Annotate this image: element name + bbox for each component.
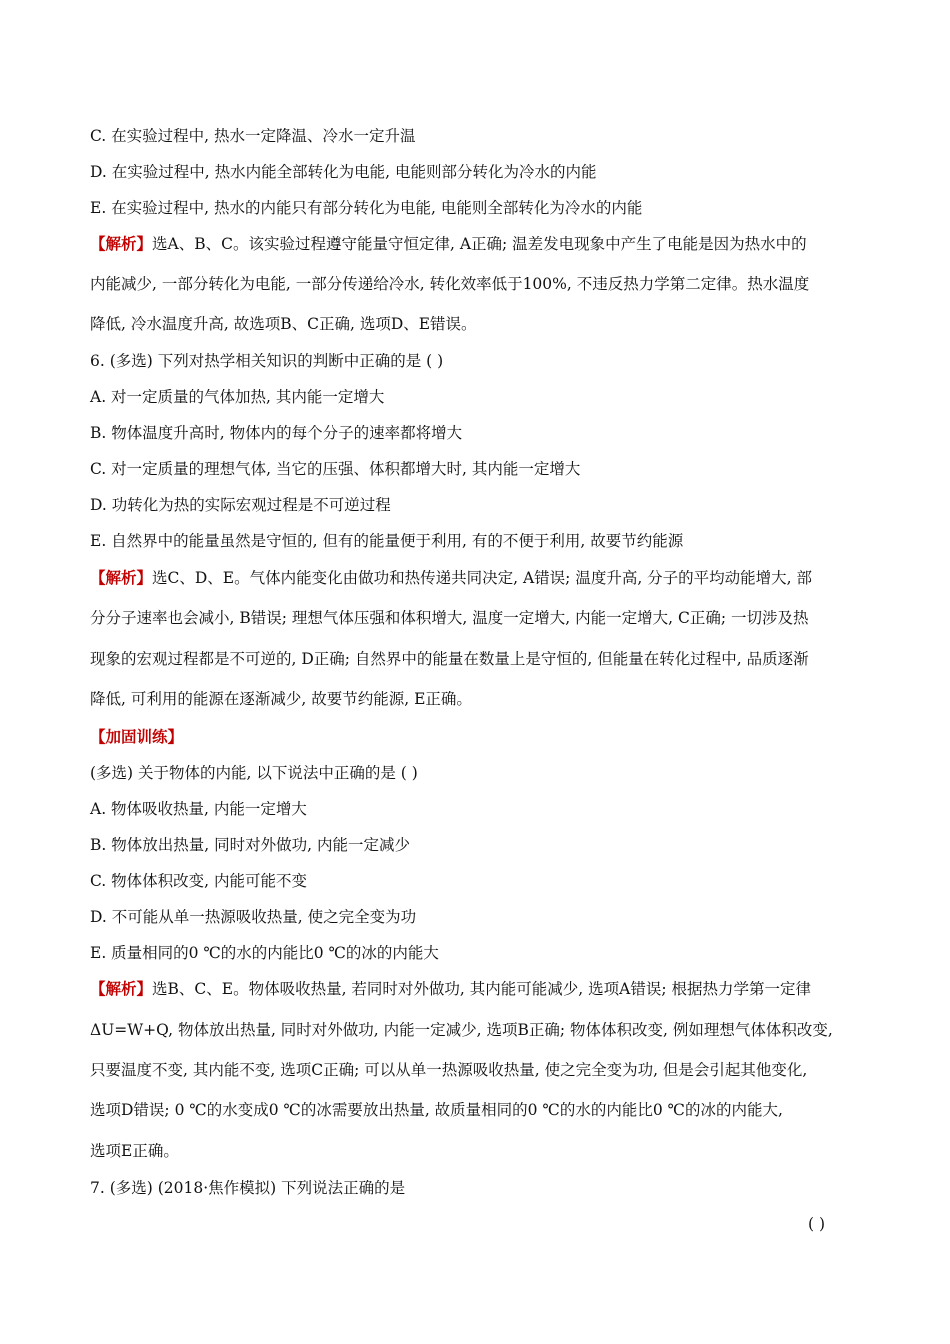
reinforce-option-e: E. 质量相同的0 ℃的水的内能比0 ℃的冰的内能大 (90, 944, 439, 962)
reinforce-analysis-line-5: 选项E正确。 (90, 1142, 179, 1160)
q5-option-e: E. 在实验过程中, 热水的内能只有部分转化为电能, 电能则全部转化为冷水的内能 (90, 199, 643, 217)
reinforce-option-c: C. 物体体积改变, 内能可能不变 (90, 872, 308, 890)
q5-analysis-line-3: 降低, 冷水温度升高, 故选项B、C正确, 选项D、E错误。 (90, 315, 477, 333)
q6-analysis-line-3: 现象的宏观过程都是不可逆的, D正确; 自然界中的能量在数量上是守恒的, 但能量在转化过程中, 品质逐渐 (90, 650, 809, 668)
q6-option-e: E. 自然界中的能量虽然是守恒的, 但有的能量便于利用, 有的不便于利用, 故要节约能源 (90, 532, 684, 550)
q7-answer-paren: ( ) (808, 1215, 826, 1233)
analysis-tag: 【解析】 (90, 234, 153, 253)
q5-option-c: C. 在实验过程中, 热水一定降温、冷水一定升温 (90, 127, 416, 145)
q6-analysis-line-2: 分分子速率也会减小, B错误; 理想气体压强和体积增大, 温度一定增大, 内能一定增大, C正确; 一切涉及热 (90, 609, 809, 627)
reinforce-option-d: D. 不可能从单一热源吸收热量, 使之完全变为功 (90, 908, 417, 926)
q6-analysis-line-4: 降低, 可利用的能源在逐渐减少, 故要节约能源, E正确。 (90, 690, 472, 708)
reinforce-analysis-line-4: 选项D错误; 0 ℃的水变成0 ℃的冰需要放出热量, 故质量相同的0 ℃的水的内能比0 ℃的冰的内能大, (90, 1101, 783, 1119)
reinforce-option-a: A. 物体吸收热量, 内能一定增大 (90, 800, 307, 818)
q5-analysis-line-1: 【解析】选A、B、C。该实验过程遵守能量守恒定律, A正确; 温差发电现象中产生了电能是因为热水中的 (90, 234, 807, 253)
analysis-tag: 【解析】 (90, 979, 153, 998)
q5-option-d: D. 在实验过程中, 热水内能全部转化为电能, 电能则部分转化为冷水的内能 (90, 163, 597, 181)
q6-option-d: D. 功转化为热的实际宏观过程是不可逆过程 (90, 496, 391, 514)
reinforce-analysis-line-2: ΔU=W+Q, 物体放出热量, 同时对外做功, 内能一定减少, 选项B正确; 物体体积改变, 例如理想气体体积改变, (90, 1021, 833, 1039)
q6-option-c: C. 对一定质量的理想气体, 当它的压强、体积都增大时, 其内能一定增大 (90, 460, 581, 478)
q6-option-b: B. 物体温度升高时, 物体内的每个分子的速率都将增大 (90, 424, 463, 442)
reinforce-analysis-line-1: 【解析】选B、C、E。物体吸收热量, 若同时对外做功, 其内能可能减少, 选项A错误; 根据热力学第一定律 (90, 979, 811, 998)
q7-stem: 7. (多选) (2018·焦作模拟) 下列说法正确的是 (90, 1179, 406, 1197)
reinforce-option-b: B. 物体放出热量, 同时对外做功, 内能一定减少 (90, 836, 410, 854)
reinforce-stem: (多选) 关于物体的内能, 以下说法中正确的是 ( ) (90, 764, 418, 782)
reinforce-analysis-line-3: 只要温度不变, 其内能不变, 选项C正确; 可以从单一热源吸收热量, 使之完全变为功, 但是会引起其他变化, (90, 1061, 808, 1079)
q6-stem: 6. (多选) 下列对热学相关知识的判断中正确的是 ( ) (90, 352, 444, 370)
q6-analysis-line-1: 【解析】选C、D、E。气体内能变化由做功和热传递共同决定, A错误; 温度升高, 分子的平均动能增大, 部 (90, 568, 813, 587)
q6-option-a: A. 对一定质量的气体加热, 其内能一定增大 (90, 388, 385, 406)
q5-analysis-line-2: 内能减少, 一部分转化为电能, 一部分传递给冷水, 转化效率低于100%, 不违反热力学第二定律。热水温度 (90, 275, 810, 293)
reinforce-tag: 【加固训练】 (90, 727, 184, 746)
analysis-tag: 【解析】 (90, 568, 153, 587)
